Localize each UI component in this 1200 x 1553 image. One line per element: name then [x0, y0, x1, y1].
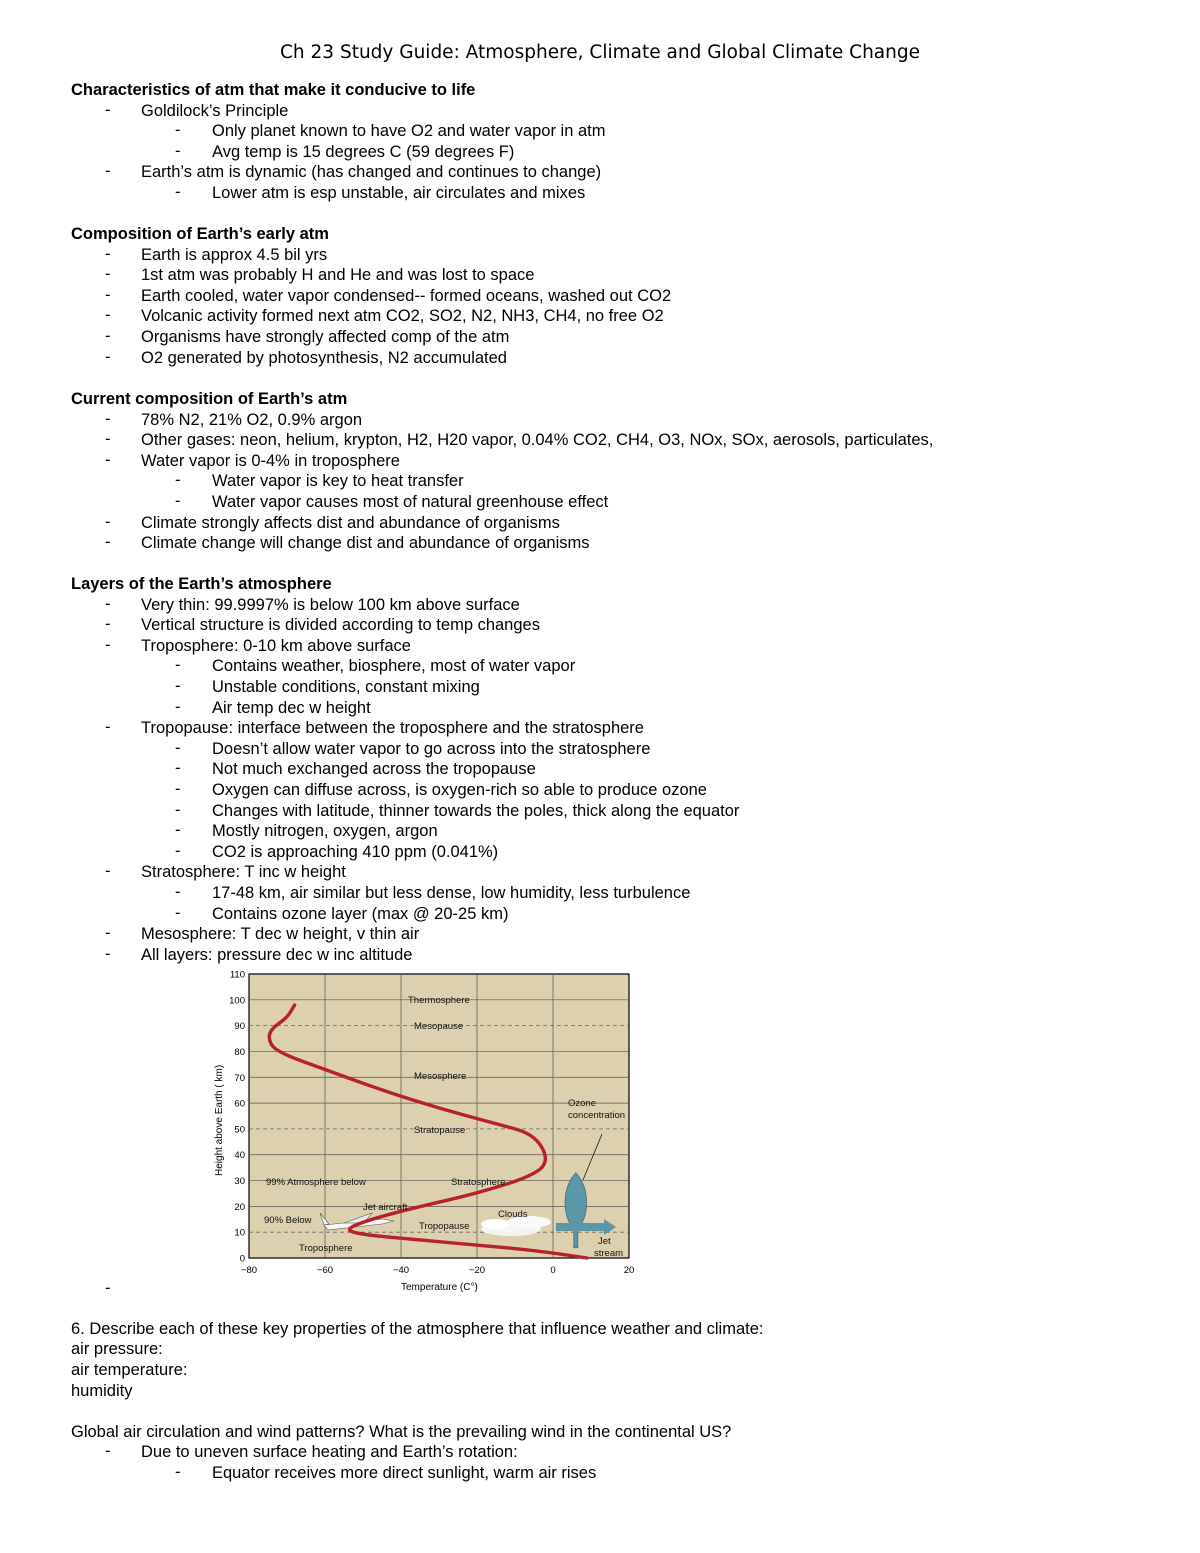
- x-tick-labels: [241, 1265, 634, 1276]
- y-tick-label: 60: [234, 1098, 245, 1110]
- sub-list-item: Water vapor causes most of natural greenhouse effect: [212, 493, 609, 511]
- sub-list-item: Unstable conditions, constant mixing: [212, 678, 480, 696]
- y-tick-label: 30: [234, 1176, 245, 1188]
- section-heading: Composition of Earth’s early atm: [71, 225, 329, 243]
- y-tick-label: 50: [234, 1124, 245, 1136]
- list-item: O2 generated by photosynthesis, N2 accumulated: [141, 348, 507, 367]
- list-item: Organisms have strongly affected comp of the atm: [141, 328, 510, 346]
- sub-list-item: Oxygen can diffuse across, is oxygen-rich so able to produce ozone: [212, 781, 707, 799]
- list-item: Goldilock’s Principle: [141, 101, 289, 120]
- sub-list-item: Contains weather, biosphere, most of water vapor: [212, 657, 576, 676]
- list-item: All layers: pressure dec w inc altitude: [141, 945, 413, 964]
- list-item: Mesosphere: T dec w height, v thin air: [141, 925, 420, 944]
- list-item: Stratosphere: T inc w height: [141, 863, 346, 882]
- list-item: Earth cooled, water vapor condensed-- formed oceans, washed out CO2: [141, 286, 672, 305]
- list-bullet: -: [105, 924, 111, 943]
- bullet-equator-sunlight: Equator receives more direct sunlight, warm air rises: [212, 1464, 597, 1482]
- sub-list-item: Changes with latitude, thinner towards the poles, thick along the equator: [212, 801, 740, 820]
- list-bullet: -: [175, 841, 181, 860]
- figure-label-ozone2: concentration: [568, 1110, 626, 1121]
- list-bullet: -: [175, 1463, 181, 1481]
- list-bullet: -: [105, 285, 111, 304]
- y-tick-label: 20: [234, 1201, 245, 1213]
- list-item: Water vapor is 0-4% in troposphere: [141, 451, 400, 470]
- air-pressure-label: air pressure:: [71, 1340, 163, 1358]
- list-bullet: -: [175, 738, 181, 757]
- list-bullet: -: [175, 183, 181, 201]
- list-bullet: -: [105, 347, 111, 366]
- list-bullet: -: [105, 635, 111, 654]
- atmosphere-temperature-figure: [136, 966, 635, 1296]
- x-tick-label: −60: [316, 1265, 334, 1276]
- list-bullet: -: [175, 677, 181, 695]
- list-bullet: -: [175, 656, 181, 675]
- list-bullet: -: [105, 1442, 111, 1460]
- sub-list-item: Mostly nitrogen, oxygen, argon: [212, 822, 438, 841]
- list-bullet: -: [175, 800, 181, 819]
- list-bullet: -: [105, 862, 111, 881]
- list-bullet: -: [175, 121, 181, 140]
- figure-label-thermosphere: Thermosphere: [408, 995, 470, 1006]
- sub-list-item: Water vapor is key to heat transfer: [212, 472, 464, 491]
- list-item: Very thin: 99.9997% is below 100 km above surface: [141, 595, 520, 614]
- list-bullet: -: [175, 697, 181, 716]
- list-bullet: -: [175, 471, 181, 490]
- figure-label-stratopause: Stratopause: [414, 1125, 466, 1136]
- x-tick-label: 0: [550, 1265, 556, 1276]
- list-item: Tropopause: interface between the troposphere and the stratosphere: [141, 719, 644, 738]
- list-bullet: -: [175, 759, 181, 778]
- list-bullet: -: [105, 327, 111, 345]
- list-bullet: -: [175, 492, 181, 510]
- list-bullet: -: [175, 141, 181, 160]
- sub-list-item: Lower atm is esp unstable, air circulates and mixes: [212, 184, 586, 202]
- list-bullet: -: [175, 883, 181, 901]
- sub-list-item: 17-48 km, air similar but less dense, low humidity, less turbulence: [212, 884, 691, 902]
- sub-list-item: Contains ozone layer (max @ 20-25 km): [212, 904, 509, 923]
- y-tick-labels: [229, 970, 245, 1265]
- humidity-label: humidity: [71, 1382, 133, 1400]
- list-bullet: -: [105, 265, 111, 284]
- y-tick-label: 80: [234, 1046, 245, 1058]
- list-bullet: -: [105, 430, 111, 449]
- list-item: Climate change will change dist and abundance of organisms: [141, 534, 590, 553]
- list-bullet: -: [105, 450, 111, 469]
- list-bullet: -: [175, 903, 181, 922]
- sub-list-item: Only planet known to have O2 and water vapor in atm: [212, 122, 606, 141]
- list-bullet: -: [105, 512, 111, 531]
- list-item: 1st atm was probably H and He and was lost to space: [141, 266, 535, 285]
- sub-list-item: Avg temp is 15 degrees C (59 degrees F): [212, 142, 515, 161]
- section-heading: Layers of the Earth’s atmosphere: [71, 575, 332, 593]
- sub-list-item: Not much exchanged across the tropopause: [212, 760, 536, 779]
- figure-label-mesopause: Mesopause: [414, 1021, 464, 1032]
- figure-label-clouds: Clouds: [498, 1209, 528, 1220]
- x-tick-label: 20: [623, 1265, 635, 1276]
- list-item: Troposphere: 0-10 km above surface: [141, 636, 411, 655]
- section-heading: Current composition of Earth’s atm: [71, 390, 348, 408]
- list-bullet: -: [105, 1279, 111, 1297]
- figure-label-jet_aircraft: Jet aircraft: [363, 1202, 408, 1213]
- y-axis-label: Height above Earth ( km): [214, 1064, 225, 1176]
- y-tick-label: 10: [234, 1227, 245, 1239]
- sub-list-item: CO2 is approaching 410 ppm (0.041%): [212, 842, 499, 861]
- section-heading: Characteristics of atm that make it conducive to life: [71, 81, 476, 99]
- list-item: Other gases: neon, helium, krypton, H2, H20 vapor, 0.04% CO2, CH4, O3, NOx, SOx, aerosols, particulates,: [141, 431, 934, 450]
- x-axis-label: Temperature (C°): [401, 1282, 478, 1293]
- list-item: 78% N2, 21% O2, 0.9% argon: [141, 410, 363, 429]
- figure-label-troposphere: Troposphere: [299, 1243, 353, 1254]
- figure-label-stratosphere: Stratosphere: [451, 1177, 506, 1188]
- figure-label-ozone1: Ozone: [568, 1098, 596, 1109]
- y-tick-label: 100: [229, 995, 245, 1007]
- global-circulation-question: Global air circulation and wind patterns? What is the prevailing wind in the continental US?: [71, 1423, 732, 1441]
- x-tick-label: −80: [240, 1265, 258, 1276]
- bullet-uneven-heating: Due to uneven surface heating and Earth’s rotation:: [141, 1443, 518, 1461]
- figure-label-mesosphere: Mesosphere: [414, 1071, 467, 1082]
- list-bullet: -: [105, 594, 111, 613]
- figure-label-jet2: stream: [594, 1248, 624, 1259]
- x-tick-label: −40: [392, 1265, 410, 1276]
- list-item: Climate strongly affects dist and abundance of organisms: [141, 513, 560, 532]
- figure-label-jet1: Jet: [598, 1236, 611, 1247]
- list-bullet: -: [105, 100, 111, 119]
- list-bullet: -: [105, 533, 111, 552]
- list-bullet: -: [175, 780, 181, 798]
- sub-list-item: Doesn’t allow water vapor to go across into the stratosphere: [212, 739, 651, 758]
- figure-label-below90: 90% Below: [264, 1215, 312, 1226]
- sub-list-item: Air temp dec w height: [212, 698, 371, 717]
- y-tick-label: 110: [229, 969, 245, 981]
- list-bullet: -: [105, 944, 111, 963]
- list-item: Vertical structure is divided according to temp changes: [141, 616, 540, 635]
- x-tick-label: −20: [468, 1265, 486, 1276]
- list-bullet: -: [105, 615, 111, 634]
- list-bullet: -: [105, 409, 111, 428]
- list-bullet: -: [105, 244, 111, 263]
- question-6: 6. Describe each of these key properties of the atmosphere that influence weather and climate:: [71, 1320, 764, 1338]
- list-bullet: -: [105, 718, 111, 737]
- list-item: Earth is approx 4.5 bil yrs: [141, 245, 328, 264]
- y-tick-label: 40: [234, 1150, 245, 1162]
- figure-label-tropopause: Tropopause: [419, 1221, 470, 1232]
- list-bullet: -: [175, 821, 181, 840]
- list-bullet: -: [105, 306, 111, 325]
- page-title: Ch 23 Study Guide: Atmosphere, Climate and Global Climate Change: [280, 42, 920, 63]
- y-tick-label: 90: [234, 1021, 245, 1033]
- figure-label-atm99: 99% Atmosphere below: [266, 1177, 366, 1188]
- list-item: Earth’s atm is dynamic (has changed and continues to change): [141, 163, 602, 182]
- list-item: Volcanic activity formed next atm CO2, SO2, N2, NH3, CH4, no free O2: [141, 307, 664, 326]
- y-tick-label: 0: [239, 1253, 245, 1265]
- air-temperature-label: air temperature:: [71, 1361, 188, 1379]
- list-bullet: -: [105, 162, 111, 181]
- y-tick-label: 70: [234, 1072, 245, 1084]
